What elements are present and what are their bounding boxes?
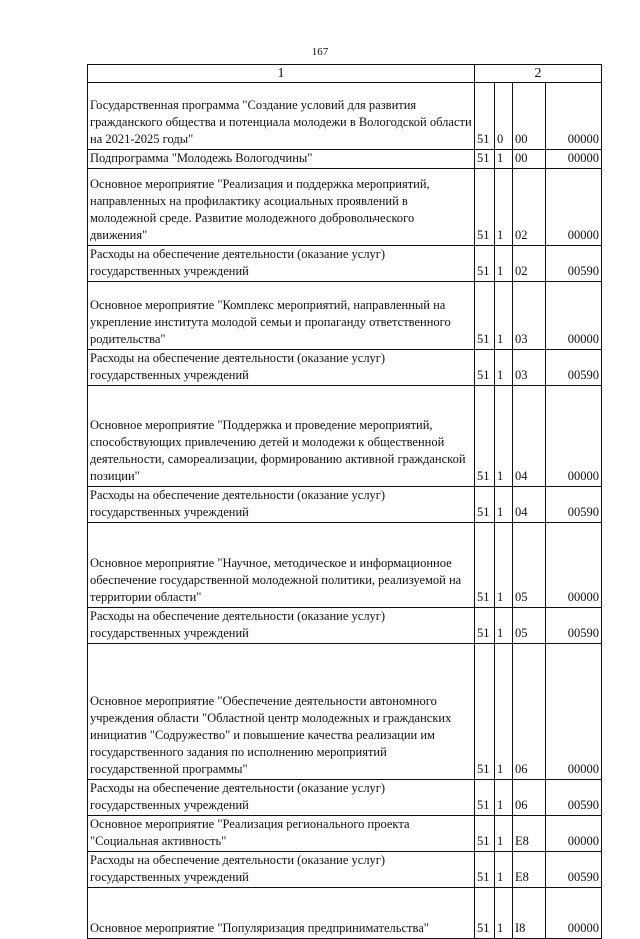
row-name: Расходы на обеспечение деятельности (оказание услуг) государственных учреждений xyxy=(88,608,475,644)
code-event: 00 xyxy=(513,83,546,150)
code-direction: 00000 xyxy=(546,282,602,350)
code-admin: 51 xyxy=(475,246,495,282)
row-name: Основное мероприятие "Научное, методическое и информационное обеспечение государственной молодежной политики, реализуемой на территории области" xyxy=(88,523,475,608)
code-admin: 51 xyxy=(475,169,495,246)
code-program: 1 xyxy=(495,150,513,169)
table-row xyxy=(88,523,602,608)
code-event: 06 xyxy=(513,644,546,780)
table-row xyxy=(88,608,602,644)
row-name: Расходы на обеспечение деятельности (оказание услуг) государственных учреждений xyxy=(88,350,475,386)
row-name: Расходы на обеспечение деятельности (оказание услуг) государственных учреждений xyxy=(88,780,475,816)
code-direction: 00590 xyxy=(546,487,602,523)
row-name: Расходы на обеспечение деятельности (оказание услуг) государственных учреждений xyxy=(88,246,475,282)
table-row xyxy=(88,386,602,487)
code-program: 1 xyxy=(495,816,513,852)
code-direction: 00000 xyxy=(546,150,602,169)
code-program: 1 xyxy=(495,487,513,523)
code-admin: 51 xyxy=(475,608,495,644)
row-name: Основное мероприятие "Популяризация предпринимательства" xyxy=(88,888,475,939)
code-program: 1 xyxy=(495,246,513,282)
table-row xyxy=(88,169,602,246)
row-name: Расходы на обеспечение деятельности (оказание услуг) государственных учреждений xyxy=(88,852,475,888)
code-direction: 00000 xyxy=(546,888,602,939)
table-row xyxy=(88,888,602,939)
code-admin: 51 xyxy=(475,386,495,487)
code-program: 0 xyxy=(495,83,513,150)
row-name: Основное мероприятие "Реализация и поддержка мероприятий, направленных на профилактику асоциальных проявлений в молодежной среде. Развитие молодежного добровольческого движения" xyxy=(88,169,475,246)
code-program: 1 xyxy=(495,644,513,780)
code-program: 1 xyxy=(495,852,513,888)
code-program: 1 xyxy=(495,608,513,644)
code-event: 02 xyxy=(513,169,546,246)
header-col-1: 1 xyxy=(88,65,475,83)
code-direction: 00000 xyxy=(546,816,602,852)
code-event: 03 xyxy=(513,350,546,386)
code-event: E8 xyxy=(513,816,546,852)
row-name: Основное мероприятие "Комплекс мероприятий, направленный на укрепление института молодой семьи и пропаганду ответственного родительства" xyxy=(88,282,475,350)
code-direction: 00000 xyxy=(546,644,602,780)
header-row xyxy=(88,65,602,83)
code-event: 00 xyxy=(513,150,546,169)
table-row xyxy=(88,816,602,852)
row-name: Расходы на обеспечение деятельности (оказание услуг) государственных учреждений xyxy=(88,487,475,523)
code-event: 05 xyxy=(513,608,546,644)
code-event: I8 xyxy=(513,888,546,939)
table-row xyxy=(88,852,602,888)
code-program: 1 xyxy=(495,282,513,350)
table-row xyxy=(88,350,602,386)
code-admin: 51 xyxy=(475,523,495,608)
code-direction: 00590 xyxy=(546,780,602,816)
table-row xyxy=(88,150,602,169)
code-event: 05 xyxy=(513,523,546,608)
code-program: 1 xyxy=(495,780,513,816)
page-number: 167 xyxy=(311,46,329,58)
code-event: E8 xyxy=(513,852,546,888)
code-admin: 51 xyxy=(475,350,495,386)
row-name: Основное мероприятие "Поддержка и проведение мероприятий, способствующих привлечению детей и молодежи к общественной деятельности, самореализации, формированию активной гражданской позиции" xyxy=(88,386,475,487)
code-admin: 51 xyxy=(475,780,495,816)
header-col-2: 2 xyxy=(475,65,602,83)
code-direction: 00590 xyxy=(546,246,602,282)
code-direction: 00000 xyxy=(546,169,602,246)
table-row xyxy=(88,83,602,150)
code-admin: 51 xyxy=(475,282,495,350)
code-program: 1 xyxy=(495,350,513,386)
code-admin: 51 xyxy=(475,487,495,523)
code-event: 02 xyxy=(513,246,546,282)
code-event: 03 xyxy=(513,282,546,350)
code-admin: 51 xyxy=(475,852,495,888)
row-name: Основное мероприятие "Обеспечение деятельности автономного учреждения области "Областной центр молодежных и гражданских инициатив "Содружество" и повышение качества реализации им государственного задания по исполнению мероприятий государственной программы" xyxy=(88,644,475,780)
row-name: Основное мероприятие "Реализация регионального проекта "Социальная активность" xyxy=(88,816,475,852)
table-row xyxy=(88,780,602,816)
code-program: 1 xyxy=(495,169,513,246)
code-admin: 51 xyxy=(475,816,495,852)
code-event: 06 xyxy=(513,780,546,816)
code-admin: 51 xyxy=(475,83,495,150)
code-direction: 00000 xyxy=(546,386,602,487)
code-program: 1 xyxy=(495,888,513,939)
code-direction: 00590 xyxy=(546,350,602,386)
table-row xyxy=(88,487,602,523)
table-row xyxy=(88,246,602,282)
code-admin: 51 xyxy=(475,644,495,780)
table-body xyxy=(88,65,602,939)
code-direction: 00000 xyxy=(546,523,602,608)
row-name: Подпрограмма "Молодежь Вологодчины" xyxy=(88,150,475,169)
table-row xyxy=(88,644,602,780)
code-direction: 00590 xyxy=(546,608,602,644)
code-event: 04 xyxy=(513,487,546,523)
code-program: 1 xyxy=(495,386,513,487)
row-name: Государственная программа "Создание условий для развития гражданского общества и потенциала молодежи в Вологодской области на 2021-2025 годы" xyxy=(88,83,475,150)
code-admin: 51 xyxy=(475,888,495,939)
table-row xyxy=(88,282,602,350)
code-event: 04 xyxy=(513,386,546,487)
code-program: 1 xyxy=(495,523,513,608)
code-admin: 51 xyxy=(475,150,495,169)
code-direction: 00590 xyxy=(546,852,602,888)
code-direction: 00000 xyxy=(546,83,602,150)
budget-table xyxy=(87,64,602,939)
